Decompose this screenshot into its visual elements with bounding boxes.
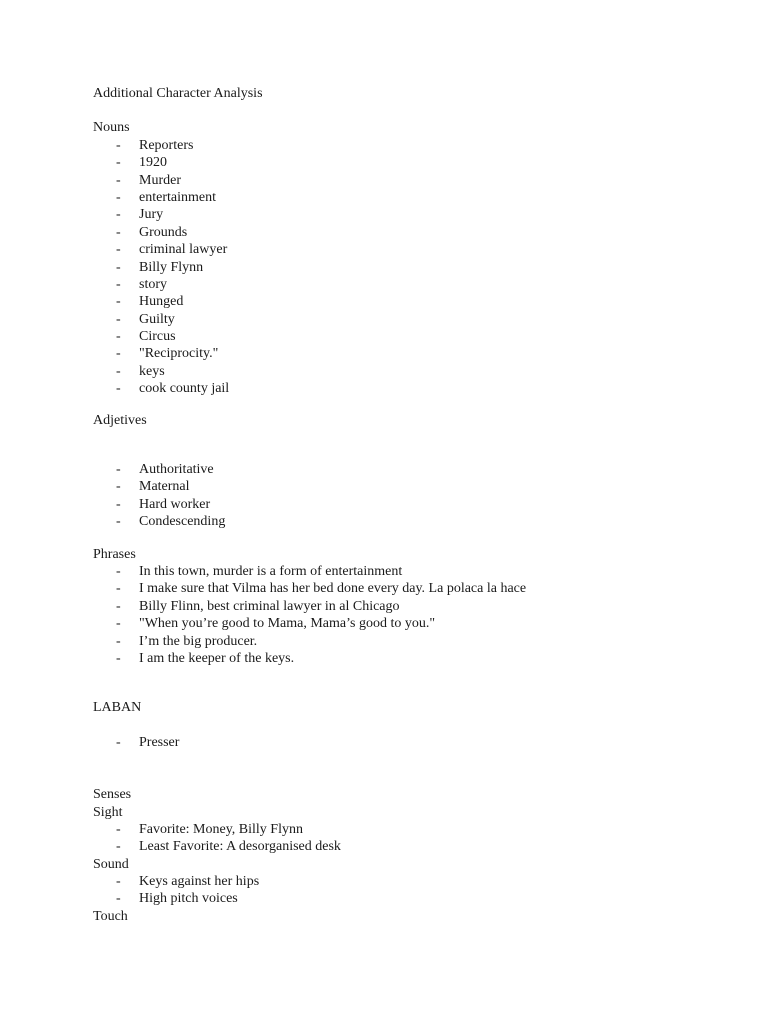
list-item	[93, 189, 713, 206]
bullet-dash: -	[116, 616, 121, 632]
list-item-text: story	[139, 276, 167, 292]
bullet-dash: -	[116, 496, 121, 512]
list-item	[93, 890, 713, 907]
list-item	[93, 598, 713, 615]
bullet-dash: -	[116, 172, 121, 188]
list-item	[93, 311, 713, 328]
list-item	[93, 821, 713, 838]
list-item	[93, 563, 713, 580]
list-item-text: Jury	[139, 207, 164, 223]
list-item-text: Billy Flynn	[139, 259, 204, 275]
section-heading-phrases: Phrases	[93, 546, 136, 562]
list-item-text: cook county jail	[139, 381, 230, 397]
list-item-text: "Reciprocity."	[139, 346, 219, 362]
document-title: Additional Character Analysis	[93, 86, 263, 101]
list-item-text: Hard worker	[139, 496, 211, 512]
list-item-text: Authoritative	[139, 462, 214, 478]
list-item-text: Maternal	[139, 479, 190, 495]
list-item-text: 1920	[139, 155, 167, 171]
list-item	[93, 276, 713, 293]
bullet-dash: -	[116, 650, 121, 666]
bullet-dash: -	[116, 346, 121, 362]
list-item-text: I’m the big producer.	[139, 633, 258, 649]
bullet-dash: -	[116, 581, 121, 597]
list-item	[93, 633, 713, 650]
bullet-dash: -	[116, 839, 121, 855]
section-heading-laban: LABAN	[93, 700, 142, 716]
list-item	[93, 293, 713, 310]
list-item-text: Grounds	[139, 224, 188, 240]
bullet-dash: -	[116, 207, 121, 223]
sight-list	[93, 821, 713, 856]
list-item	[93, 172, 713, 189]
sound-list	[93, 873, 713, 908]
bullet-dash: -	[116, 311, 121, 327]
bullet-dash: -	[116, 137, 121, 153]
list-item	[93, 873, 713, 890]
list-item	[93, 496, 713, 513]
bullet-dash: -	[116, 563, 121, 579]
document-page	[93, 85, 713, 925]
list-item-text: entertainment	[139, 189, 216, 205]
bullet-dash: -	[116, 462, 121, 478]
bullet-dash: -	[116, 155, 121, 171]
section-heading-senses: Senses	[93, 787, 132, 803]
list-item	[93, 206, 713, 223]
list-item	[93, 580, 713, 597]
list-item	[93, 478, 713, 495]
bullet-dash: -	[116, 294, 121, 310]
list-item	[93, 461, 713, 478]
list-item-text: In this town, murder is a form of entertainment	[139, 563, 403, 579]
list-item-text: Presser	[139, 734, 180, 750]
bullet-dash: -	[116, 479, 121, 495]
bullet-dash: -	[116, 224, 121, 240]
list-item-text: I make sure that Vilma has her bed done every day. La polaca la hace	[139, 581, 527, 597]
list-item	[93, 154, 713, 171]
laban-list	[93, 734, 713, 751]
list-item	[93, 241, 713, 258]
list-item-text: Keys against her hips	[139, 874, 260, 890]
phrases-list	[93, 563, 713, 667]
list-item	[93, 363, 713, 380]
list-item-text: Guilty	[139, 311, 175, 327]
list-item-text: Condescending	[139, 514, 226, 530]
section-heading-adjectives: Adjetives	[93, 412, 147, 428]
bullet-dash: -	[116, 598, 121, 614]
bullet-dash: -	[116, 381, 121, 397]
subheading-sight: Sight	[93, 804, 123, 820]
list-item-text: Hunged	[139, 294, 184, 310]
list-item-text: Favorite: Money, Billy Flynn	[139, 821, 303, 837]
bullet-dash: -	[116, 329, 121, 345]
adjectives-list	[93, 461, 713, 531]
list-item-text: criminal lawyer	[139, 242, 228, 258]
bullet-dash: -	[116, 189, 121, 205]
list-item	[93, 615, 713, 632]
list-item	[93, 734, 713, 751]
list-item	[93, 838, 713, 855]
nouns-list	[93, 137, 713, 398]
bullet-dash: -	[116, 874, 121, 890]
subheading-sound: Sound	[93, 856, 129, 872]
subheading-touch: Touch	[93, 908, 128, 924]
bullet-dash: -	[116, 633, 121, 649]
list-item	[93, 224, 713, 241]
list-item	[93, 345, 713, 362]
bullet-dash: -	[116, 821, 121, 837]
list-item-text: Reporters	[139, 137, 194, 153]
list-item-text: Least Favorite: A desorganised desk	[139, 839, 341, 855]
bullet-dash: -	[116, 891, 121, 907]
bullet-dash: -	[116, 259, 121, 275]
list-item	[93, 137, 713, 154]
list-item-text: Circus	[139, 329, 176, 345]
list-item	[93, 650, 713, 667]
list-item	[93, 380, 713, 397]
bullet-dash: -	[116, 514, 121, 530]
list-item-text: keys	[139, 363, 165, 379]
list-item-text: Billy Flinn, best criminal lawyer in al Chicago	[139, 598, 400, 614]
list-item	[93, 328, 713, 345]
list-item-text: "When you’re good to Mama, Mama’s good to you."	[139, 616, 436, 632]
list-item-text: High pitch voices	[139, 891, 238, 907]
list-item-text: I am the keeper of the keys.	[139, 650, 295, 666]
bullet-dash: -	[116, 276, 121, 292]
list-item	[93, 259, 713, 276]
list-item	[93, 513, 713, 530]
list-item-text: Murder	[139, 172, 181, 188]
bullet-dash: -	[116, 363, 121, 379]
bullet-dash: -	[116, 242, 121, 258]
section-heading-nouns: Nouns	[93, 120, 130, 136]
bullet-dash: -	[116, 734, 121, 750]
